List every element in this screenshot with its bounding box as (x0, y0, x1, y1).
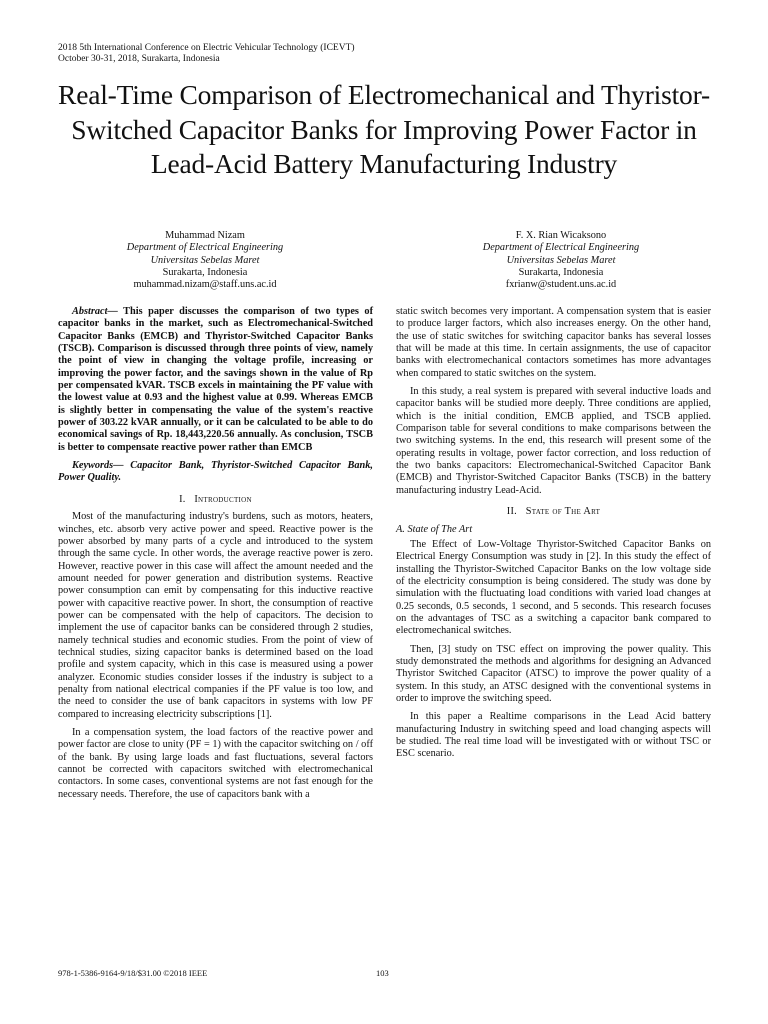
author-city: Surakarta, Indonesia (162, 266, 248, 278)
footer-isbn: 978-1-5386-9164-9/18/$31.00 ©2018 IEEE (58, 968, 208, 978)
author-university: Universitas Sebelas Maret (150, 254, 260, 266)
conference-header (58, 43, 355, 65)
author-department: Department of Electrical Engineering (482, 242, 640, 254)
author-email: fxrianw@student.uns.ac.id (505, 279, 617, 291)
author-block-1 (55, 230, 355, 291)
author-department: Department of Electrical Engineering (126, 242, 284, 254)
section-number: I. (179, 493, 186, 505)
abstract-lead: Abstract— (72, 306, 118, 317)
abstract (58, 306, 373, 454)
conference-date-location: October 30-31, 2018, Surakarta, Indonesia (58, 54, 220, 64)
state-of-art-paragraph-1: The Effect of Low-Voltage Thyristor-Switched Capacitor Banks on Electrical Energy Consumption was study in [2]. In this study the effect of installing the Thyristor-Switched Capacitor Banks on the low voltage side of the electricity consumption is being considered. The study was done by simulation with the fluctuating load conditions with varied load changes at 0.25 seconds, 0.5 seconds, 1 second, and 5 seconds. This research focuses on the advantages of TSC as a switching a capacitor bank compared to electromechanical switches. (396, 538, 711, 637)
author-block-2 (411, 230, 711, 291)
right-column (396, 306, 711, 767)
section-heading-introduction (58, 494, 373, 506)
state-of-art-paragraph-2: Then, [3] study on TSC effect on improving the power quality. This study demonstrated the methods and algorithms for designing an Advanced Thyristor Switched Capacitor (ATSC) to improve the power quality of a system. In this study, an ATSC designed with the conventional systems in order to improve the switching speed. (396, 643, 711, 704)
author-email: muhammad.nizam@staff.uns.ac.id (133, 279, 277, 291)
intro-paragraph-3: In this study, a real system is prepared with several inductive loads and capacitor banks will be studied more deeply. Three conditions are applied, which is the initial condition, EMCB applied, and TSCB applied. Comparison table for several conditions to make comparisons between the two switching systems. In the end, this research will present some of the operating results in voltage, power factor correction, and loss reduction of the two banks capacitors: Electromechanical-Switched Capacitor Bank (EMCB) and Thyristor-Switched Capacitor Banks (TSCB) in the battery manufacturing industry Lead-Acid. (396, 386, 711, 496)
intro-paragraph-2: In a compensation system, the load factors of the reactive power and power factor are close to unity (PF = 1) with the capacitor switching on / off of the bank. By using large loads and fast fluctuations, several factors cannot be corrected with capacitors switched with electromechanical contactors. In some cases, conventional systems are not fast enough for the necessary needs. Therefore, the use of capacitors bank with a (58, 727, 373, 800)
intro-paragraph-1: Most of the manufacturing industry's burdens, such as motors, heaters, winches, etc. absorb very active power and speed. Reactive power is the power absorbed by many parts of a cycle and introduced to the system through the same cycle. In other words, the average reactive power is zero. However, reactive power in this case will affect the amount needed and the amount needed for power generation and distribution systems. Reactive power consumption can emit by compensating for this inductive reactive power with capacitive reactive power. In short, the consumption of reactive power can be compensated with the help of capacitors. The decision to implement the use of capacitor banks can be considered through 2 studies, namely technical studies and economic studies. From the point of view of technical studies, sizing capacitor banks is determined based on the load profile and system capacity, which in this case is measured using a power analyzer. Economic studies consider losses if the industry is subject to a penalty from national electrical companies if the PF value is too low, and the need to consider the use of bank capacitors in systems with low PF compared to increasing electricity subscriptions [1]. (58, 511, 373, 720)
author-university: Universitas Sebelas Maret (506, 254, 616, 266)
abstract-text: This paper discusses the comparison of two types of capacitor banks in the market, such as Electromechanical-Switched Capacitor Banks (EMCB) and Thyristor-Switched Capacitor Banks (TSCB). Comparison is discussed through three points of view, namely the point of view in changing the voltage profile, increasing or improving the power factor, and the savings shown in the value of Rp per compensated kVAR. TSCB excels in maintaining the PF value with the lowest value at 0.93 and the highest value at 0.99. Whereas EMCB is slightly better in compensating the value of the system's reactive power of 303.22 kVAR annually, or it can be calculated to be able to do economical savings of Rp. 18,443,220.56 annually. As conclusion, TSCB is better to compensate reactive power rather than EMCB (58, 306, 373, 453)
state-of-art-paragraph-3: In this paper a Realtime comparisons in the Lead Acid battery manufacturing Industry in switching speed and load changing aspects will be studied. The real time load will be investigated with or without TSC or ESC scenario. (396, 711, 711, 760)
section-number: II. (506, 506, 518, 518)
author-city: Surakarta, Indonesia (518, 266, 604, 278)
paper-title: Real-Time Comparison of Electromechanical and Thyristor-Switched Capacitor Banks for Improving Power Factor in Lead-Acid Battery Manufacturing Industry (58, 79, 710, 179)
left-column (58, 306, 373, 807)
section-heading-state-of-art (396, 506, 711, 518)
page-number: 103 (376, 968, 389, 978)
section-title: State of The Art (525, 506, 601, 518)
author-name: Muhammad Nizam (165, 230, 245, 241)
conference-name: 2018 5th International Conference on Electric Vehicular Technology (ICEVT) (58, 43, 355, 53)
subsection-heading-a: A. State of The Art (396, 523, 473, 535)
keywords: Keywords— Capacitor Bank, Thyristor-Switched Capacitor Bank, Power Quality. (58, 460, 373, 484)
author-name: F. X. Rian Wicaksono (515, 230, 607, 241)
intro-paragraph-2-continued: static switch becomes very important. A compensation system that is easier to produce larger factors, which also increases energy. On the other hand, the use of static switches for switching capacitor banks has several losses that will be made at this time. In certain assignments, the use of capacitor banks with electromechanical contactors sometimes has more advantages when compared to static switches on the system. (396, 306, 711, 379)
section-title: Introduction (194, 493, 252, 505)
